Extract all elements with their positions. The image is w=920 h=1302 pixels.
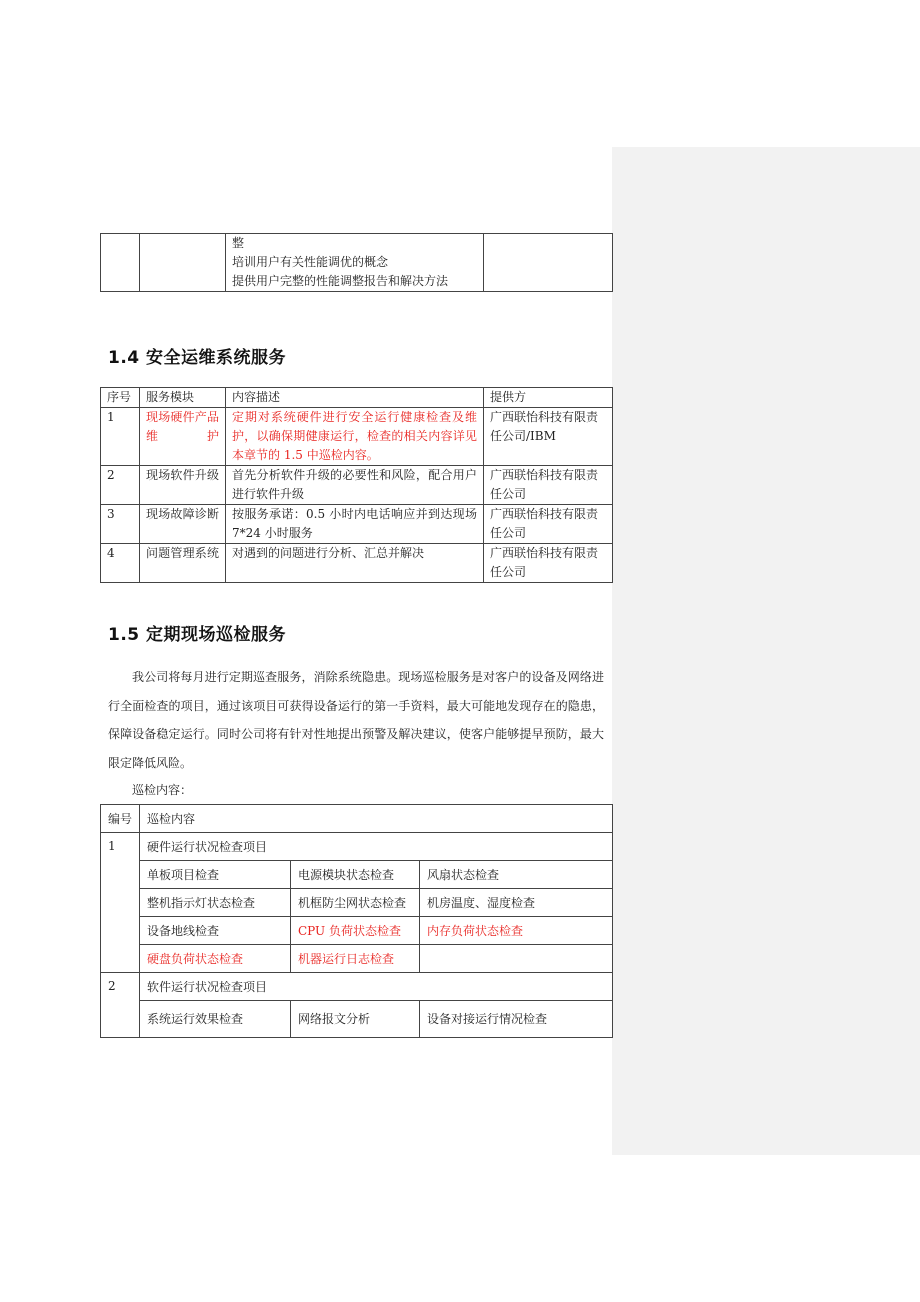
- group-title: 软件运行状况检查项目: [140, 973, 613, 1001]
- inspection-item: 机房温度、湿度检查: [420, 889, 613, 917]
- row-number: 1: [101, 408, 140, 466]
- inspection-item: [420, 945, 613, 973]
- table-cell: [140, 234, 226, 292]
- table-row: [101, 945, 613, 973]
- continuation-table: [100, 233, 613, 292]
- service-module: 现场故障诊断: [140, 505, 226, 544]
- service-module: 问题管理系统: [140, 544, 226, 583]
- service-module: 现场硬件产品维护: [140, 408, 226, 466]
- row-number: 3: [101, 505, 140, 544]
- group-row: [101, 833, 613, 861]
- table-row: [101, 861, 613, 889]
- group-row: [101, 973, 613, 1001]
- service-provider: 广西联怡科技有限责任公司/IBM: [484, 408, 613, 466]
- header-cell: 提供方: [484, 388, 613, 408]
- header-cell: 编号: [101, 805, 140, 833]
- service-module: 现场软件升级: [140, 466, 226, 505]
- header-cell: 巡检内容: [140, 805, 613, 833]
- group-number: 1: [101, 833, 140, 973]
- service-description: 首先分析软件升级的必要性和风险，配合用户进行软件升级: [226, 466, 484, 505]
- inspection-item: 风扇状态检查: [420, 861, 613, 889]
- table-row: [101, 505, 613, 544]
- inspection-item: 单板项目检查: [140, 861, 291, 889]
- table-header-row: [101, 388, 613, 408]
- table-row: [101, 466, 613, 505]
- inspection-item: 系统运行效果检查: [140, 1001, 291, 1038]
- inspection-item: 设备地线检查: [140, 917, 291, 945]
- table-row: [101, 917, 613, 945]
- comment-pane: [612, 147, 920, 1155]
- service-provider: 广西联怡科技有限责任公司: [484, 544, 613, 583]
- service-table: [100, 387, 613, 583]
- row-number: 4: [101, 544, 140, 583]
- inspection-item: 内存负荷状态检查: [420, 917, 613, 945]
- table-row: [101, 408, 613, 466]
- service-description: 按服务承诺：0.5 小时内电话响应并到达现场 7*24 小时服务: [226, 505, 484, 544]
- table-row: [101, 889, 613, 917]
- table-cell: [484, 234, 613, 292]
- service-provider: 广西联怡科技有限责任公司: [484, 466, 613, 505]
- inspection-item: 电源模块状态检查: [291, 861, 420, 889]
- service-provider: 广西联怡科技有限责任公司: [484, 505, 613, 544]
- inspection-label: 巡检内容：: [132, 783, 193, 797]
- inspection-item: 硬盘负荷状态检查: [140, 945, 291, 973]
- header-cell: 内容描述: [226, 388, 484, 408]
- header-cell: 序号: [101, 388, 140, 408]
- section-heading-1-4: 1.4 安全运维系统服务: [108, 348, 287, 368]
- inspection-item: 整机指示灯状态检查: [140, 889, 291, 917]
- body-paragraph: 我公司将每月进行定期巡查服务，消除系统隐患。现场巡检服务是对客户的设备及网络进行全面检查的项目，通过该项目可获得设备运行的第一手资料，最大可能地发现存在的隐患，保障设备稳定运行。同时公司将有针对性地提出预警及解决建议，使客户能够提早预防，最大限定降低风险。: [108, 670, 604, 770]
- group-number: 2: [101, 973, 140, 1038]
- table-row: [101, 544, 613, 583]
- group-title: 硬件运行状况检查项目: [140, 833, 613, 861]
- header-cell: 服务模块: [140, 388, 226, 408]
- service-description: 对遇到的问题进行分析、汇总并解决: [226, 544, 484, 583]
- table-row: [101, 1001, 613, 1038]
- table-cell: [101, 234, 140, 292]
- inspection-item: 设备对接运行情况检查: [420, 1001, 613, 1038]
- section-heading-1-5: 1.5 定期现场巡检服务: [108, 625, 287, 645]
- inspection-item: CPU 负荷状态检查: [291, 917, 420, 945]
- table-cell: [226, 234, 484, 292]
- cell-line: 整: [232, 236, 245, 250]
- inspection-item: 网络报文分析: [291, 1001, 420, 1038]
- service-description: 定期对系统硬件进行安全运行健康检查及维护，以确保期健康运行，检查的相关内容详见本章节的 1.5 中巡检内容。: [226, 408, 484, 466]
- cell-line: 提供用户完整的性能调整报告和解决方法: [232, 274, 449, 288]
- row-number: 2: [101, 466, 140, 505]
- table-header-row: [101, 805, 613, 833]
- cell-line: 培训用户有关性能调优的概念: [232, 255, 389, 269]
- inspection-item: 机器运行日志检查: [291, 945, 420, 973]
- inspection-item: 机框防尘网状态检查: [291, 889, 420, 917]
- table-row: [101, 234, 613, 292]
- inspection-table: [100, 804, 613, 1038]
